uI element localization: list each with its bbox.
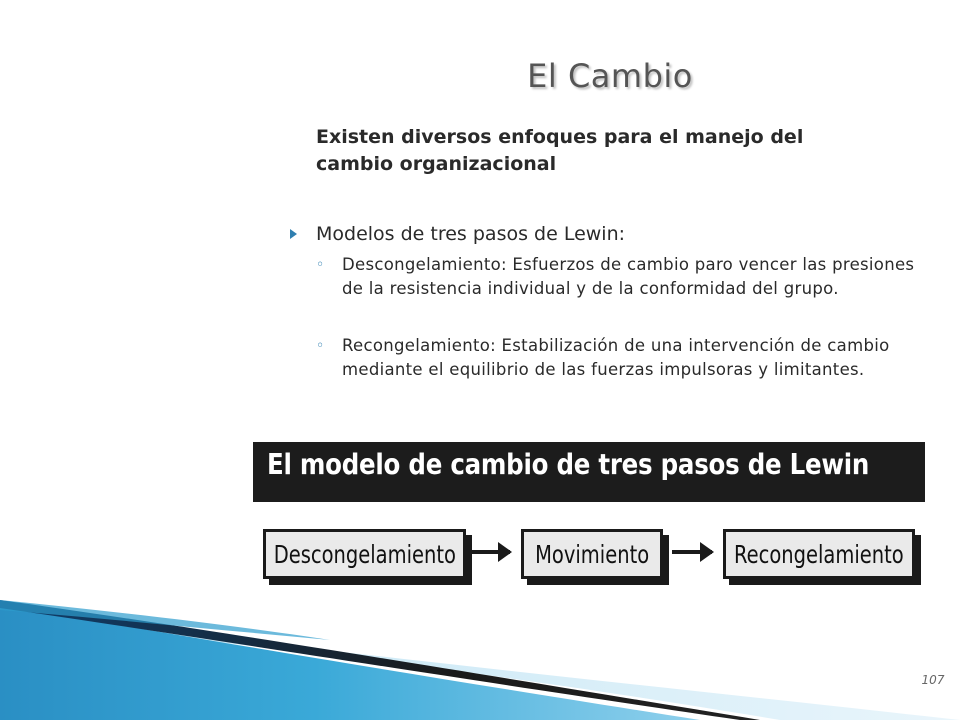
- step-label: Recongelamiento: [734, 539, 904, 569]
- step-label: Descongelamiento: [273, 539, 456, 569]
- figure-title-banner: [253, 442, 925, 502]
- bullet-text: Modelos de tres pasos de Lewin:: [316, 223, 626, 245]
- triangle-bullet-icon: [290, 229, 297, 239]
- circle-bullet-icon: ◦: [316, 257, 325, 273]
- slide-title: El Cambio: [527, 57, 693, 95]
- arrow-right-icon: [672, 550, 712, 554]
- intro-text: Existen diversos enfoques para el manejo del cambio organizacional: [316, 126, 804, 175]
- sub-item-text: Descongelamiento: Esfuerzos de cambio paro vencer las presiones de la resistencia individual y de la conformidad del grupo.: [342, 255, 915, 298]
- step-box-recongelamiento: [723, 529, 915, 579]
- lewin-flow-diagram: [253, 523, 925, 593]
- sub-item-text: Recongelamiento: Estabilización de una intervención de cambio mediante el equilibrio de las fuerzas impulsoras y limitantes.: [342, 336, 890, 379]
- circle-bullet-icon: ◦: [316, 338, 325, 354]
- step-label: Movimiento: [534, 539, 650, 569]
- arrow-right-icon: [472, 550, 510, 554]
- step-box-descongelamiento: [263, 529, 466, 579]
- step-box-movimiento: [521, 529, 663, 579]
- figure-title: El modelo de cambio de tres pasos de Lewin: [267, 448, 870, 481]
- page-number: 107: [921, 673, 945, 687]
